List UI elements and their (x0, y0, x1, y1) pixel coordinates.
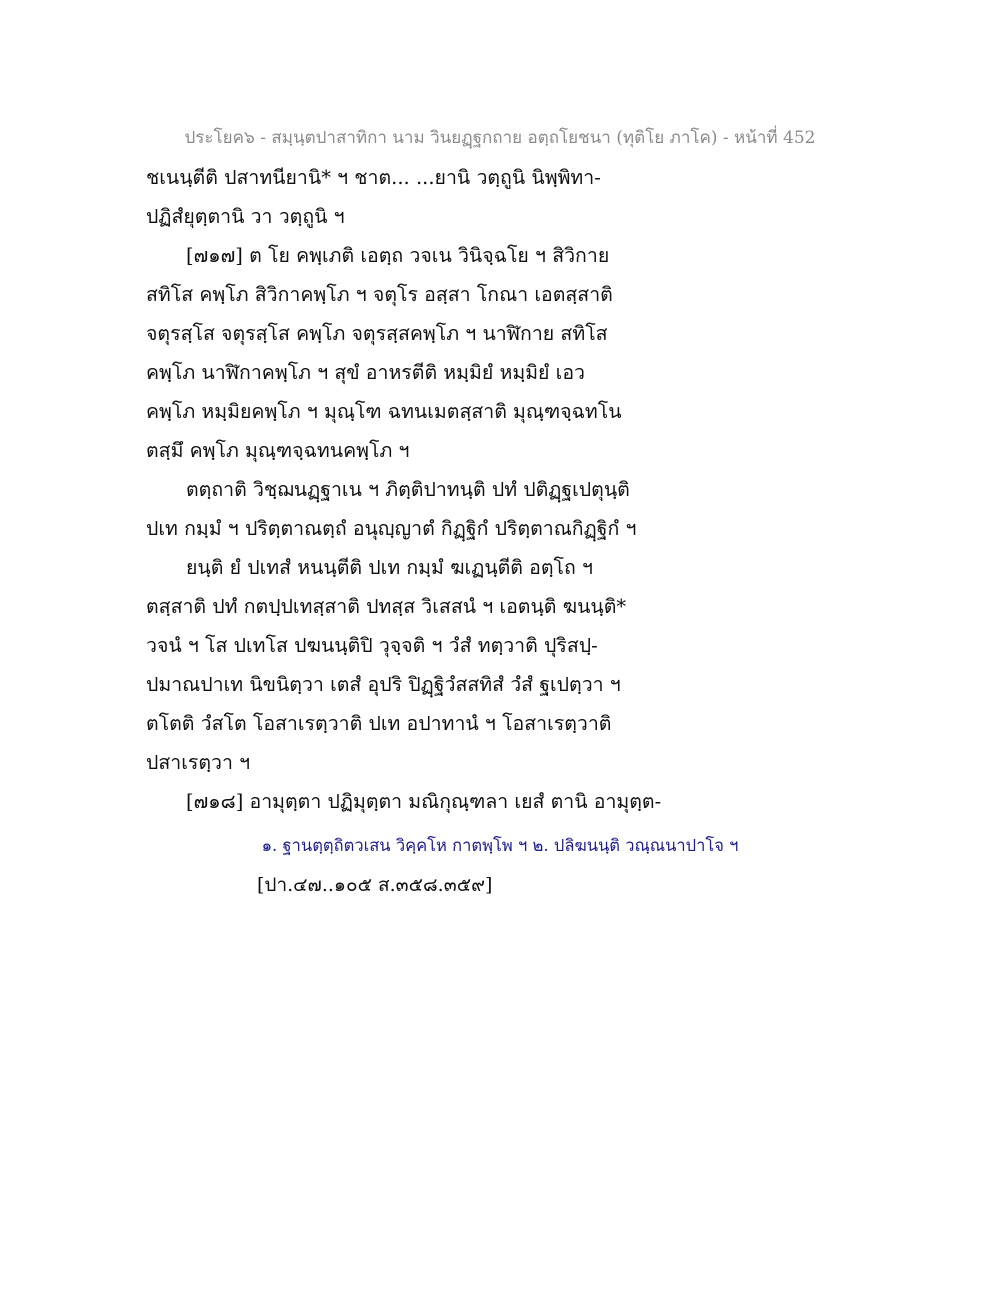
text-line: ตโตติ วํสโต โอสาเรตฺวาติ ปเท อปาทานํ ฯ โอสาเรตฺวาติ (146, 712, 612, 735)
text-line: สทิโส คพฺโภ สิวิกาคพฺโภ ฯ จตุโร อสฺสา โกณา เอตสฺสาติ (146, 283, 613, 306)
text-line: ปฏิสํยุตฺตานิ วา วตฺถูนิ ฯ (146, 205, 345, 228)
page-reference: [ปา.๔๗..๑๐๕ ส.๓๕๘.๓๕๙] (257, 874, 493, 896)
paragraph-start: ตตฺถาติ วิชฺฌนฏฺฐาเน ฯ ภิตฺติปาทนฺติ ปทํ ปติฏฺฐเปตุนฺติ (186, 478, 630, 501)
paragraph-start-717: [๗๑๗] ต โย คพฺเภติ เอตฺถ วจเน วินิจฺฉโย ฯ สิวิกาย (186, 244, 610, 267)
footnote: ๑. ฐานตฺตฺถิตวเสน วิคฺคโห กาตพฺโพ ฯ ๒. ปลิฆนนฺติ วณฺณนาปาโจ ฯ (261, 836, 739, 855)
text-line: ปสาเรตฺวา ฯ (146, 751, 251, 774)
paragraph-start-718: [๗๑๘] อามุตฺตา ปฏิมุตฺตา มณิกุณฺฑลา เยสํ ตานิ อามุตฺต- (186, 790, 662, 813)
body-text (146, 158, 666, 821)
text-line: จตุรสฺโส จตุรสฺโส คพฺโภ จตุรสฺสคพฺโภ ฯ นาฬิกาย สทิโส (146, 322, 608, 345)
paragraph-start: ยนฺติ ยํ ปเทสํ หนนฺตีติ ปเท กมฺมํ ฆเฏนฺตีติ อตฺโถ ฯ (186, 556, 593, 579)
text-line: ตสฺมึ คพฺโภ มุณฺฑจฺฉทนคพฺโภ ฯ (146, 439, 410, 462)
text-line: ปเท กมฺมํ ฯ ปริตฺตาณตฺถํ อนุญฺญาตํ กิฏฺฐิกํ ปริตฺตาณกิฏฺฐิกํ ฯ (146, 517, 637, 540)
text-line: ตสฺสาติ ปทํ กตปฺปเทสฺสาติ ปทสฺส วิเสสนํ ฯ เอตนฺติ ฆนนฺติ* (146, 595, 627, 618)
text-line: ปมาณปาเท นิขนิตฺวา เตสํ อุปริ ปิฏฺฐิวํสสทิสํ วํสํ ฐเปตฺวา ฯ (146, 673, 621, 696)
text-line: คพฺโภ นาฬิกาคพฺโภ ฯ สุขํ อาหรตีติ หมฺมิยํ หมฺมิยํ เอว (146, 361, 586, 384)
page-header: ประโยค๖ - สมฺนฺตปาสาทิกา นาม วินยฏฺฐกถาย อตฺถโยชนา (ทุติโย ภาโค) - หน้าที่ 452 (184, 128, 816, 148)
text-line: ชเนนฺตีติ ปสาทนียานิ* ฯ ชาต... ...ยานิ วตฺถูนิ นิพฺพิทา- (146, 166, 601, 189)
text-line: วจนํ ฯ โส ปเทโส ปฆนนฺติปิ วุจฺจติ ฯ วํสํ ทตฺวาติ ปุริสปฺ- (146, 634, 598, 657)
text-line: คพฺโภ หมฺมิยคพฺโภ ฯ มุณฺโฑ ฉทนเมตสฺสาติ มุณฺฑจฺฉทโน (146, 400, 622, 423)
